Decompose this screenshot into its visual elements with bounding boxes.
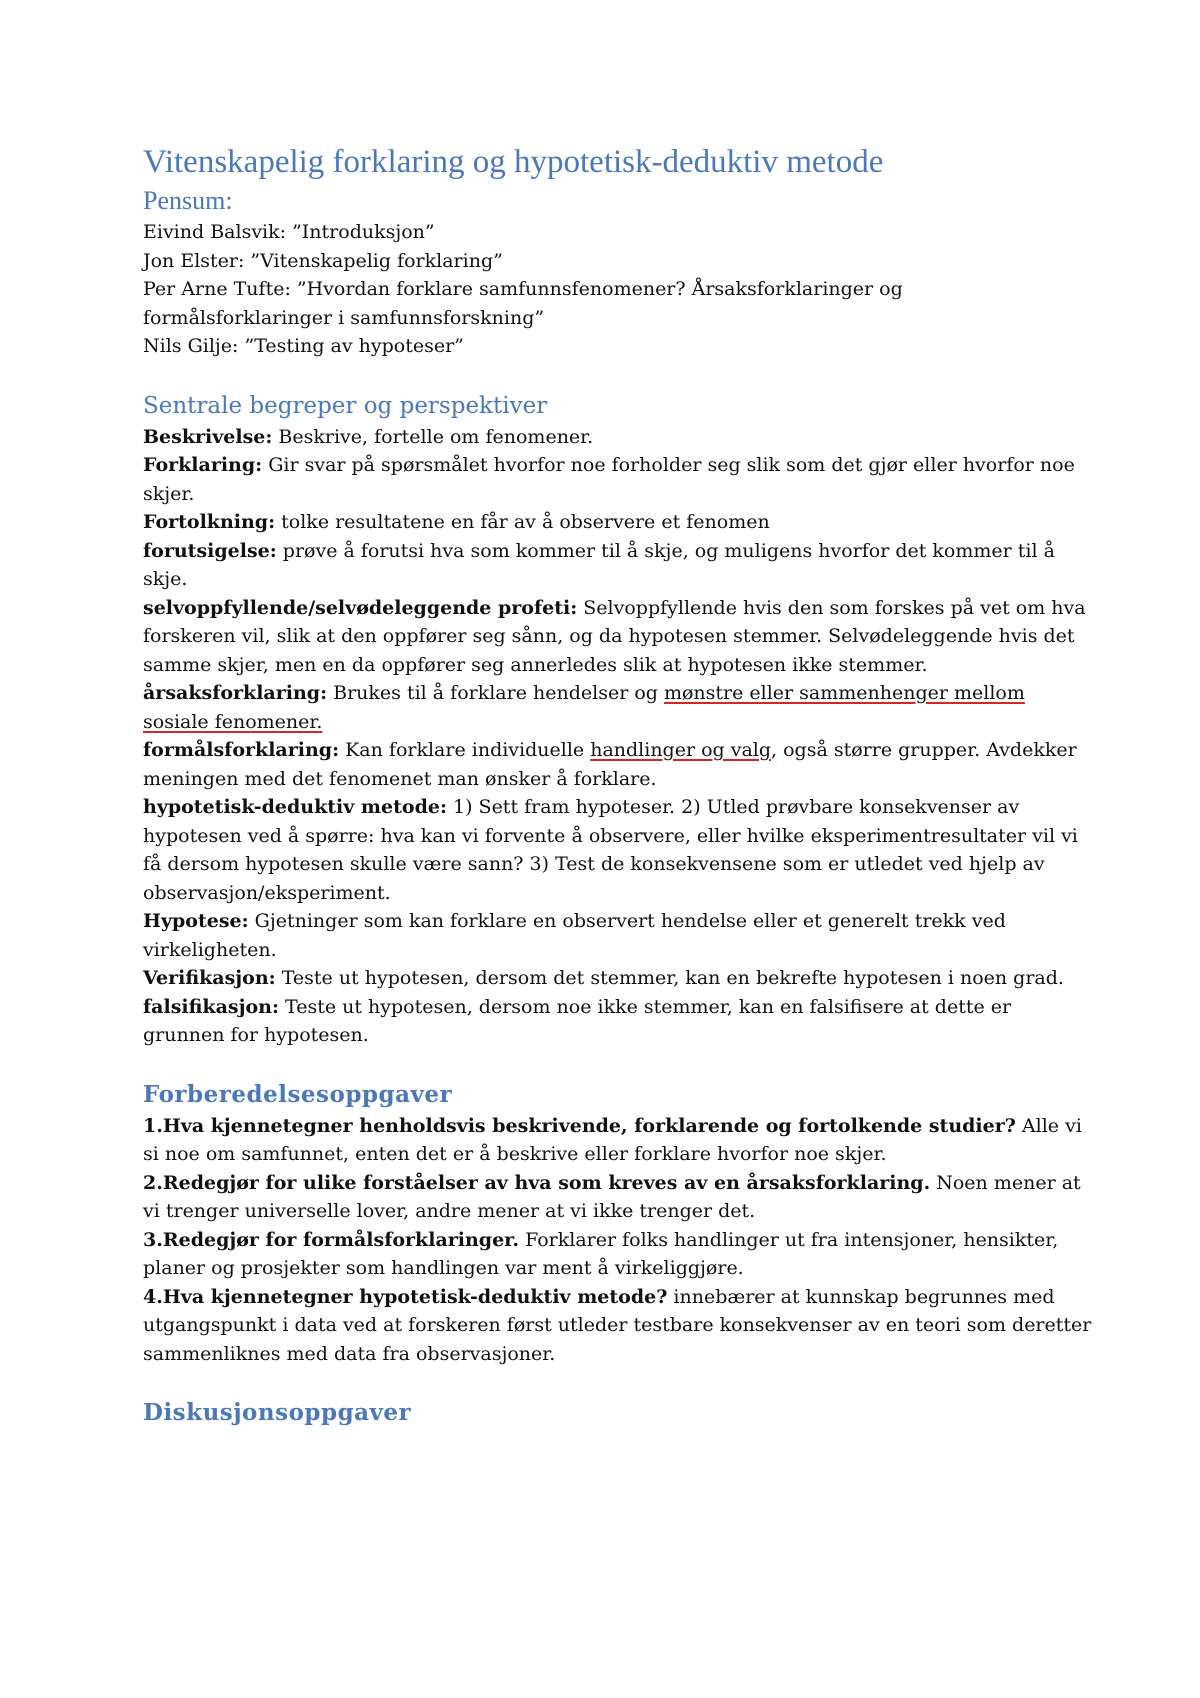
preparation-item <box>143 1226 1093 1283</box>
preparation-item <box>143 1283 1093 1369</box>
pensum-heading: Pensum: <box>143 186 233 215</box>
preparation-heading: Forberedelsesoppgaver <box>143 1080 453 1108</box>
concept-item <box>143 736 1093 793</box>
spellcheck-underlined-text: handlinger og valg <box>590 739 772 761</box>
concept-text: Kan forklare individuelle <box>339 739 591 761</box>
concept-item <box>143 793 1093 907</box>
concept-term: Verifikasjon: <box>143 967 276 989</box>
preparation-answer: Forklarer folks handlinger ut fra intensjoner, hensikter, planer og prosjekter som handlingen var ment å virkeliggjøre. <box>143 1228 1059 1279</box>
preparation-question: 2.Redegjør for ulike forståelser av hva som kreves av en årsaksforklaring. <box>143 1171 931 1194</box>
concept-term: selvoppfyllende/selvødeleggende profeti: <box>143 596 578 619</box>
concept-term: Beskrivelse: <box>143 425 273 448</box>
document-content <box>143 140 1093 1430</box>
preparation-item <box>143 1112 1093 1169</box>
spellcheck-underlined-text: mønstre eller sammenhenger mellom sosiale fenomener. <box>143 682 1025 733</box>
preparation-question: 3.Redegjør for formålsforklaringer. <box>143 1228 520 1251</box>
concept-item <box>143 679 1093 736</box>
preparation-question: 4.Hva kjennetegner hypotetisk-deduktiv metode? <box>143 1285 668 1308</box>
concept-item <box>143 451 1093 508</box>
preparation-answer: innebærer at kunnskap begrunnes med utgangspunkt i data ved at forskeren først utleder testbare konsekvenser av en teori som deretter sammenliknes med data fra observasjoner. <box>143 1285 1092 1365</box>
concept-item <box>143 594 1093 680</box>
pensum-item: Jon Elster: ”Vitenskapelig forklaring” <box>143 249 503 272</box>
concept-text: Beskrive, fortelle om fenomener. <box>272 425 594 448</box>
concept-term: Hypotese: <box>143 910 249 932</box>
concept-text: prøve å forutsi hva som kommer til å skje, og muligens hvorfor det kommer til å skje. <box>143 539 1055 590</box>
preparation-list <box>143 1112 1093 1369</box>
concept-text: 1) Sett fram hypoteser. 2) Utled prøvbare konsekvenser av hypotesen ved å spørre: hva kan vi forvente å observere, eller hvilke eksperimentresultater vil vi få dersom hypotesen skulle være sann? 3) Test de konsekvensene som er utledet ved hjelp av observasjon/eksperiment. <box>143 796 1078 904</box>
concepts-heading: Sentrale begreper og perspektiver <box>143 392 548 419</box>
pensum-item: Nils Gilje: ”Testing av hypoteser” <box>143 335 464 357</box>
concept-term: Forklaring: <box>143 454 263 476</box>
document-title: Vitenskapelig forklaring og hypotetisk-deduktiv metode <box>143 144 884 180</box>
preparation-question: 1.Hva kjennetegner henholdsvis beskrivende, forklarende og fortolkende studier? <box>143 1114 1016 1137</box>
concept-item <box>143 537 1093 594</box>
pensum-item: Per Arne Tufte: ”Hvordan forklare samfunnsfenomener? Årsaksforklaringer og formålsforklaringer i samfunnsforskning” <box>143 278 903 329</box>
pensum-item: Eivind Balsvik: ”Introduksjon” <box>143 221 435 243</box>
concept-text: Gjetninger som kan forklare en observert hendelse eller et generelt trekk ved virkeligheten. <box>143 910 1006 961</box>
preparation-answer: Alle vi si noe om samfunnet, enten det er å beskrive eller forklare hvorfor noe skjer. <box>143 1114 1082 1165</box>
concept-item <box>143 993 1093 1050</box>
concept-text: Teste ut hypotesen, dersom noe ikke stemmer, kan en falsifisere at dette er grunnen for hypotesen. <box>143 995 1012 1046</box>
concept-term: formålsforklaring: <box>143 739 340 761</box>
preparation-item <box>143 1169 1093 1226</box>
concept-item <box>143 508 1093 537</box>
concept-item <box>143 907 1093 964</box>
concept-text: , også større grupper. Avdekker meningen med det fenomenet man ønsker å forklare. <box>143 739 1077 790</box>
pensum-list <box>143 218 1093 361</box>
concept-term: falsifikasjon: <box>143 995 279 1018</box>
concept-term: årsaksforklaring: <box>143 682 328 704</box>
concept-term: Fortolkning: <box>143 511 276 533</box>
concept-item <box>143 423 1093 452</box>
concept-text: Selvoppfyllende hvis den som forskes på vet om hva forskeren vil, slik at den oppfører seg sånn, og da hypotesen stemmer. Selvødeleggende hvis det samme skjer, men en da oppfører seg annerledes slik at hypotesen ikke stemmer. <box>143 596 1086 676</box>
concept-text: tolke resultatene en får av å observere et fenomen <box>275 511 770 533</box>
preparation-answer: Noen mener at vi trenger universelle lover, andre mener at vi ikke trenger det. <box>143 1171 1081 1222</box>
spacer <box>143 1368 1093 1396</box>
concept-item <box>143 964 1093 993</box>
concept-term: hypotetisk-deduktiv metode: <box>143 796 447 818</box>
spacer <box>143 361 1093 389</box>
concept-text: Teste ut hypotesen, dersom det stemmer, kan en bekrefte hypotesen i noen grad. <box>275 967 1064 989</box>
discussion-heading: Diskusjonsoppgaver <box>143 1399 412 1426</box>
concept-term: forutsigelse: <box>143 539 277 562</box>
concept-text: Gir svar på spørsmålet hvorfor noe forholder seg slik som det gjør eller hvorfor noe skjer. <box>143 454 1075 505</box>
concept-text: Brukes til å forklare hendelser og <box>327 682 664 704</box>
spacer <box>143 1050 1093 1078</box>
concepts-list <box>143 423 1093 1050</box>
